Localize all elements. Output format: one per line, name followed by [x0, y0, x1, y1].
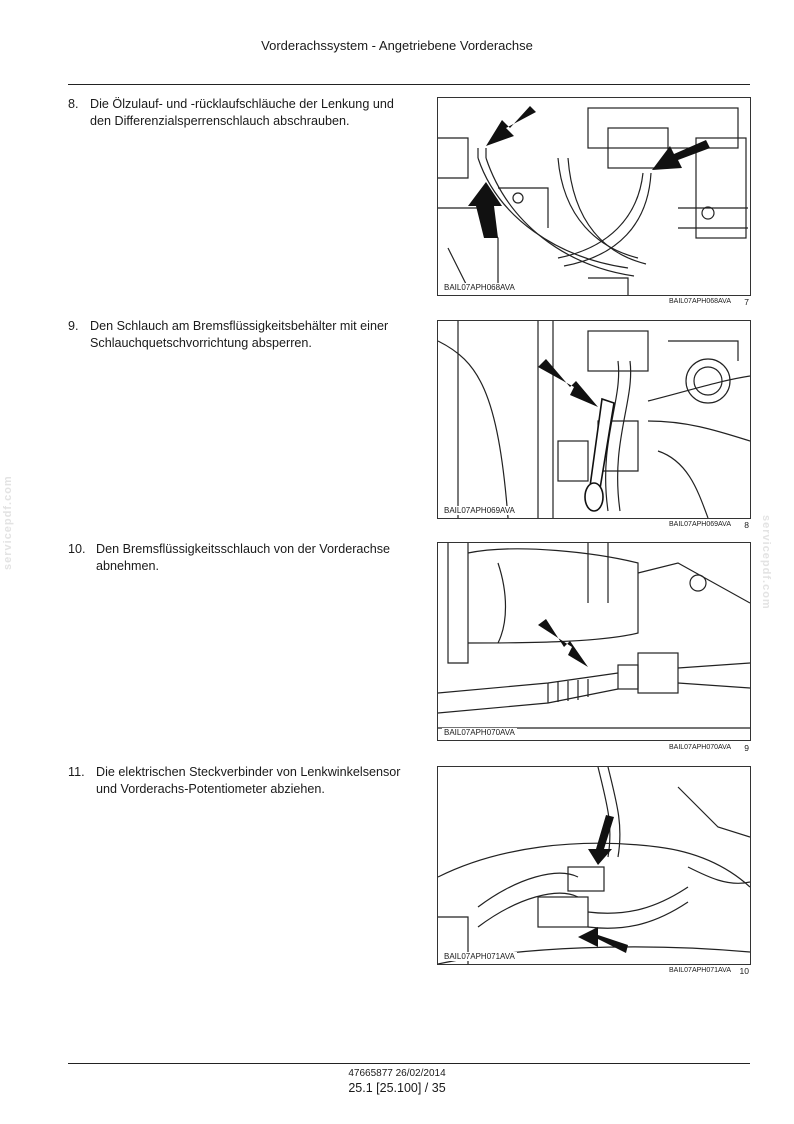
step-text: Den Bremsflüssigkeitsschlauch von der Vorderachse abnehmen. [96, 542, 390, 573]
figure-code-inside: BAIL07APH071AVA [444, 952, 515, 961]
header-rule [68, 84, 750, 85]
figure-number: 7 [744, 297, 749, 307]
watermark-left: servicepdf.com [2, 475, 14, 570]
footer-rule [68, 1063, 750, 1064]
footer-doc-ref: 47665877 26/02/2014 [348, 1068, 446, 1079]
figure-8-illustration [437, 320, 751, 519]
brake-hose-illustration [438, 543, 750, 740]
figure-number: 9 [744, 743, 749, 753]
step-11 [68, 764, 410, 798]
step-text: Die Ölzulauf- und -rücklaufschläuche der Lenkung und den Differenzialsperrenschlauch abschrauben. [90, 97, 394, 128]
figure-code: BAIL07APH071AVA [668, 967, 731, 974]
figure-9-illustration [437, 542, 751, 741]
figure-code-inside: BAIL07APH069AVA [444, 506, 515, 515]
step-8 [68, 96, 410, 130]
step-number: 11. [68, 765, 85, 779]
step-number: 10. [68, 542, 86, 556]
step-number: 9. [68, 319, 79, 333]
step-10 [68, 541, 410, 575]
figure-number: 10 [739, 966, 749, 976]
figure-code: BAIL07APH069AVA [668, 521, 731, 528]
figure-code-inside: BAIL07APH068AVA [444, 283, 515, 292]
watermark-right: servicepdf.com [760, 515, 772, 610]
footer-page-ref: 25.1 [25.100] / 35 [348, 1081, 446, 1095]
figure-code: BAIL07APH068AVA [668, 298, 731, 305]
connector-illustration [438, 767, 750, 964]
step-text: Den Schlauch am Bremsflüssigkeitsbehälter mit einer Schlauchquetschvorrichtung absperren. [90, 319, 389, 350]
figure-number: 8 [744, 520, 749, 530]
figure-10-illustration [437, 766, 751, 965]
step-text: Die elektrischen Steckverbinder von Lenkwinkelsensor und Vorderachs-Potentiometer abziehen. [96, 765, 401, 796]
hose-illustration [438, 98, 750, 295]
figure-code: BAIL07APH070AVA [668, 744, 731, 751]
figure-code-inside: BAIL07APH070AVA [444, 728, 515, 737]
step-number: 8. [68, 97, 79, 111]
figure-7-illustration [437, 97, 751, 296]
page-header-title: Vorderachssystem - Angetriebene Vorderachse [261, 38, 533, 53]
clamp-illustration [438, 321, 750, 518]
step-9 [68, 318, 410, 352]
